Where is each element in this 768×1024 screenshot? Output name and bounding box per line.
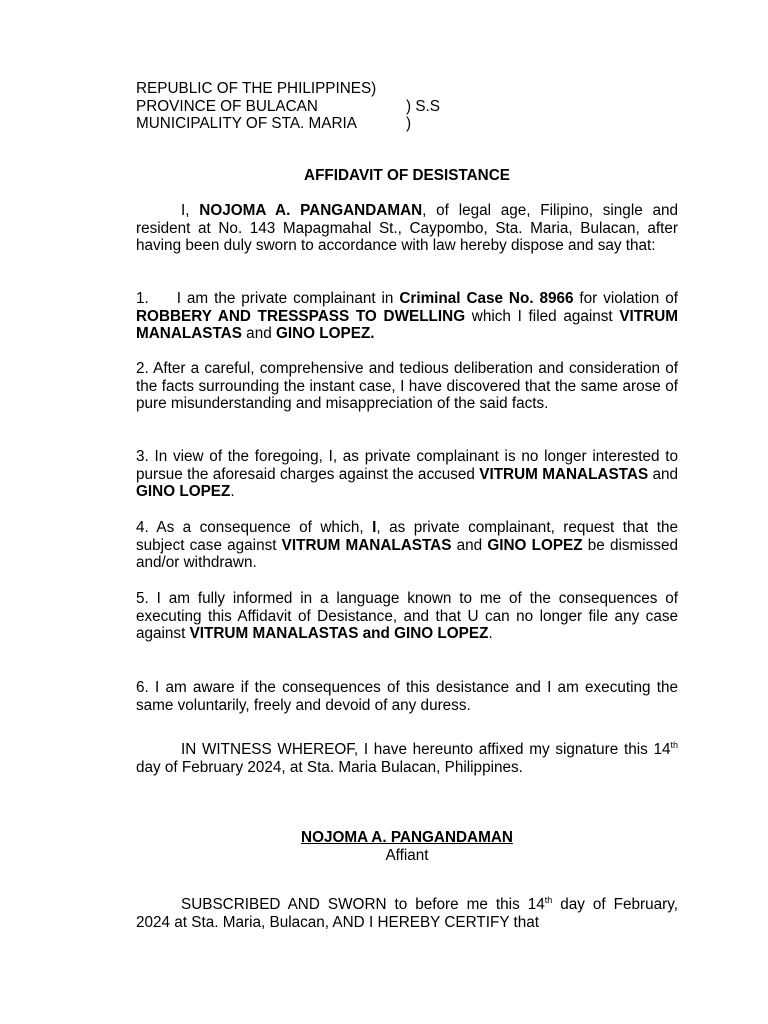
p4-text-a: 4. As a consequence of which,	[136, 519, 373, 536]
p1-number: 1.	[136, 290, 149, 307]
intro-prefix: I,	[181, 202, 200, 219]
accused-1: VITRUM MANALASTAS	[281, 536, 452, 554]
intro-paragraph	[136, 202, 678, 255]
affiant-name: NOJOMA A. PANGANDAMAN	[199, 202, 423, 219]
caption-republic: REPUBLIC OF THE PHILIPPINES)	[136, 80, 377, 97]
accused-both: VITRUM MANALASTAS and GINO LOPEZ	[189, 625, 489, 643]
signatory-role: Affiant	[385, 846, 429, 864]
caption-province-mark: ) S.S	[406, 97, 440, 115]
p1-text-c: which I filed against	[465, 307, 620, 325]
jurat-clause	[136, 896, 678, 931]
paragraph-2: 2. After a careful, comprehensive and tedious deliberation and consideration of the facts surrounding the instant case, I have discovered that the same arose of pure misunderstanding and misappreciation of the said facts.	[136, 360, 678, 413]
paragraph-6: 6. I am aware if the consequences of this desistance and I am executing the same voluntarily, freely and devoid of any duress.	[136, 679, 678, 714]
jurat-text-a: SUBSCRIBED AND SWORN to before me this 14	[181, 896, 545, 913]
p5-end: .	[488, 625, 493, 643]
p1-text-a: I am the private complainant in	[176, 290, 400, 307]
p4-and: and	[451, 536, 488, 554]
p1-and: and	[241, 325, 276, 343]
paragraph-3	[136, 448, 678, 501]
venue-caption	[136, 80, 678, 133]
jurat-ordinal: th	[544, 895, 553, 905]
charge: ROBBERY AND TRESSPASS TO DWELLING	[136, 307, 466, 325]
p3-and: and	[648, 465, 679, 483]
p4-i: I	[372, 519, 377, 536]
p4-text-c: be dismissed and/or withdrawn.	[136, 536, 678, 572]
witness-text-b: day of February 2024, at Sta. Maria Bulacan, Philippines.	[136, 758, 523, 776]
accused-2: GINO LOPEZ	[487, 536, 583, 554]
witness-text-a: IN WITNESS WHEREOF, I have hereunto affixed my signature this 14	[181, 741, 671, 758]
jurat-text-b: day of February, 2024 at Sta. Maria, Bulacan, AND I HEREBY CERTIFY that	[136, 896, 678, 931]
intro-rest: , of legal age, Filipino, single and resident at No. 143 Mapagmahal St., Caypombo, Sta. Maria, Bulacan, after having been duly sworn to accordance with law hereby dispose and say that:	[136, 202, 679, 255]
p3-text: 3. In view of the foregoing, I, as private complainant is no longer interested to pursue the aforesaid charges against the accused	[136, 448, 678, 483]
witness-ordinal: th	[670, 740, 678, 750]
signatory-name: NOJOMA A. PANGANDAMAN	[301, 829, 513, 846]
witness-clause	[136, 741, 678, 776]
caption-province: PROVINCE OF BULACAN	[136, 97, 318, 115]
p5-text: 5. I am fully informed in a language known to me of the consequences of executing this Affidavit of Desistance, and that U can no longer file any case against	[136, 590, 678, 643]
accused-2: GINO LOPEZ.	[275, 325, 375, 343]
accused-1: VITRUM MANALASTAS	[136, 307, 678, 343]
signature-block	[136, 829, 678, 864]
document-title: AFFIDAVIT OF DESISTANCE	[304, 167, 510, 184]
paragraph-4	[136, 519, 678, 572]
accused-2: GINO LOPEZ	[136, 483, 231, 501]
paragraph-1	[136, 290, 678, 343]
accused-1: VITRUM MANALASTAS	[479, 465, 649, 483]
case-number: Criminal Case No. 8966	[399, 290, 574, 307]
p4-text-b: , as private complainant, request that the subject case against	[136, 519, 678, 554]
caption-municipality-mark: )	[406, 115, 412, 133]
p1-text-b: for violation of	[573, 290, 678, 307]
paragraph-5	[136, 590, 678, 643]
caption-municipality: MUNICIPALITY OF STA. MARIA	[136, 115, 357, 133]
p3-end: .	[230, 483, 235, 501]
